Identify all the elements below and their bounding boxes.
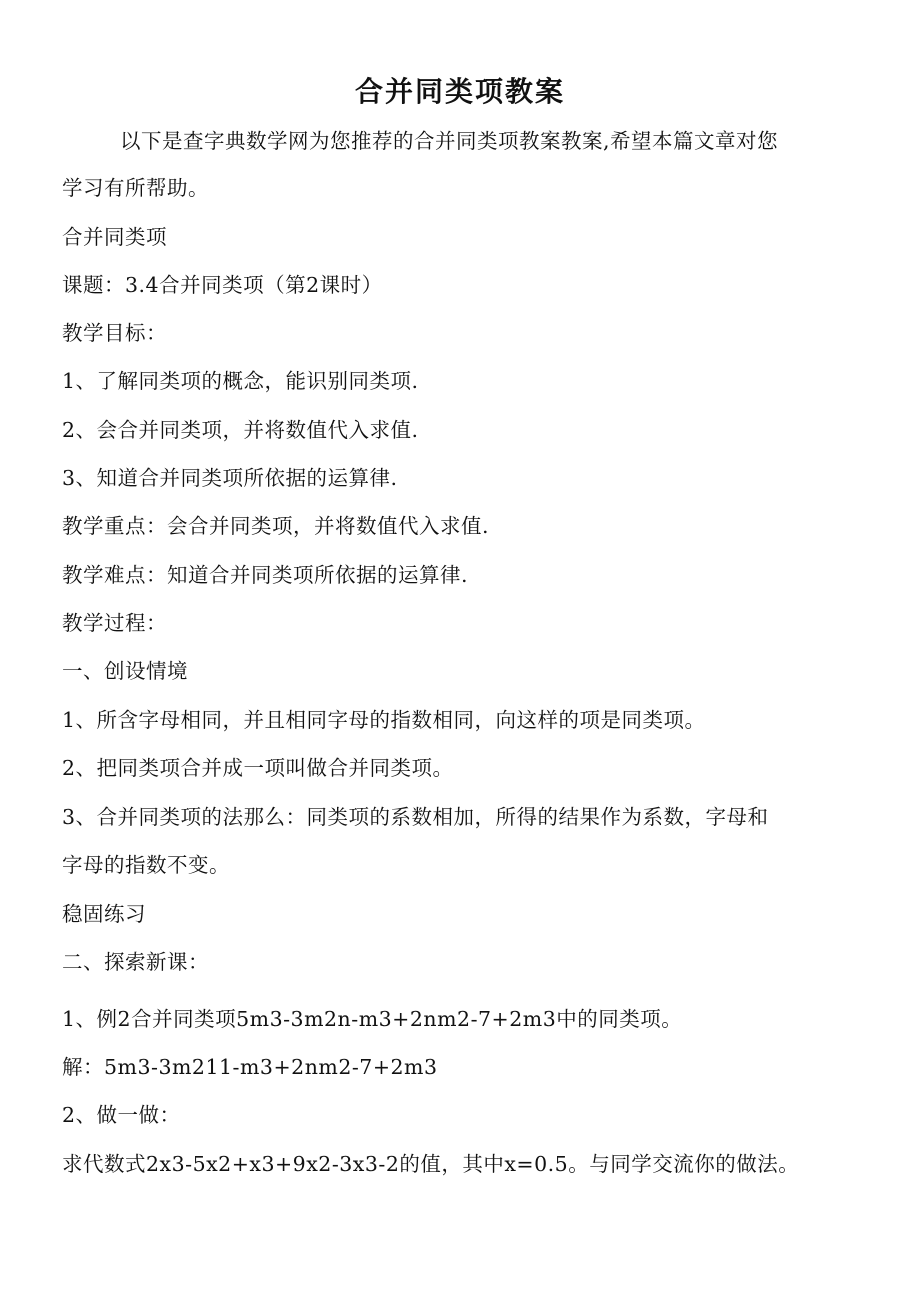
exercise-task: 求代数式2x3-5x2+x3+9x2-3x3-2的值，其中x=0.5。与同学交流你的做法。 [62,1152,800,1176]
part-two-heading: 二、探索新课： [62,950,209,974]
solution-line: 解：5m3-3m211-m3+2nm2-7+2m3 [62,1055,438,1079]
objective-item-2: 2、会合并同类项，并将数值代入求值. [62,418,419,442]
difficult-point: 教学难点：知道合并同类项所依据的运算律. [62,563,469,587]
key-point: 教学重点：会合并同类项，并将数值代入求值. [62,514,490,538]
intro-paragraph-line-2: 学习有所帮助。 [62,176,209,200]
lesson-topic: 课题：3.4合并同类项（第2课时） [62,273,383,297]
objective-item-3: 3、知道合并同类项所依据的运算律. [62,466,398,490]
document-title: 合并同类项教案 [354,75,565,108]
concept-item-2: 2、把同类项合并成一项叫做合并同类项。 [62,756,454,780]
concept-item-3-line-1: 3、合并同类项的法那么：同类项的系数相加，所得的结果作为系数，字母和 [62,805,769,829]
concept-item-3-line-2: 字母的指数不变。 [62,853,230,877]
intro-paragraph-line-1: 以下是查字典数学网为您推荐的合并同类项教案教案,希望本篇文章对您 [120,129,779,153]
practice-heading: 稳固练习 [62,902,146,926]
exercise-heading: 2、做一做： [62,1103,181,1127]
process-heading: 教学过程： [62,611,167,635]
objective-item-1: 1、了解同类项的概念，能识别同类项. [62,369,419,393]
objectives-heading: 教学目标： [62,321,167,345]
part-one-heading: 一、创设情境 [62,659,188,683]
section-heading: 合并同类项 [62,225,167,249]
concept-item-1: 1、所含字母相同，并且相同字母的指数相同，向这样的项是同类项。 [62,708,706,732]
example-item: 1、例2合并同类项5m3-3m2n-m3+2nm2-7+2m3中的同类项。 [62,1007,683,1031]
